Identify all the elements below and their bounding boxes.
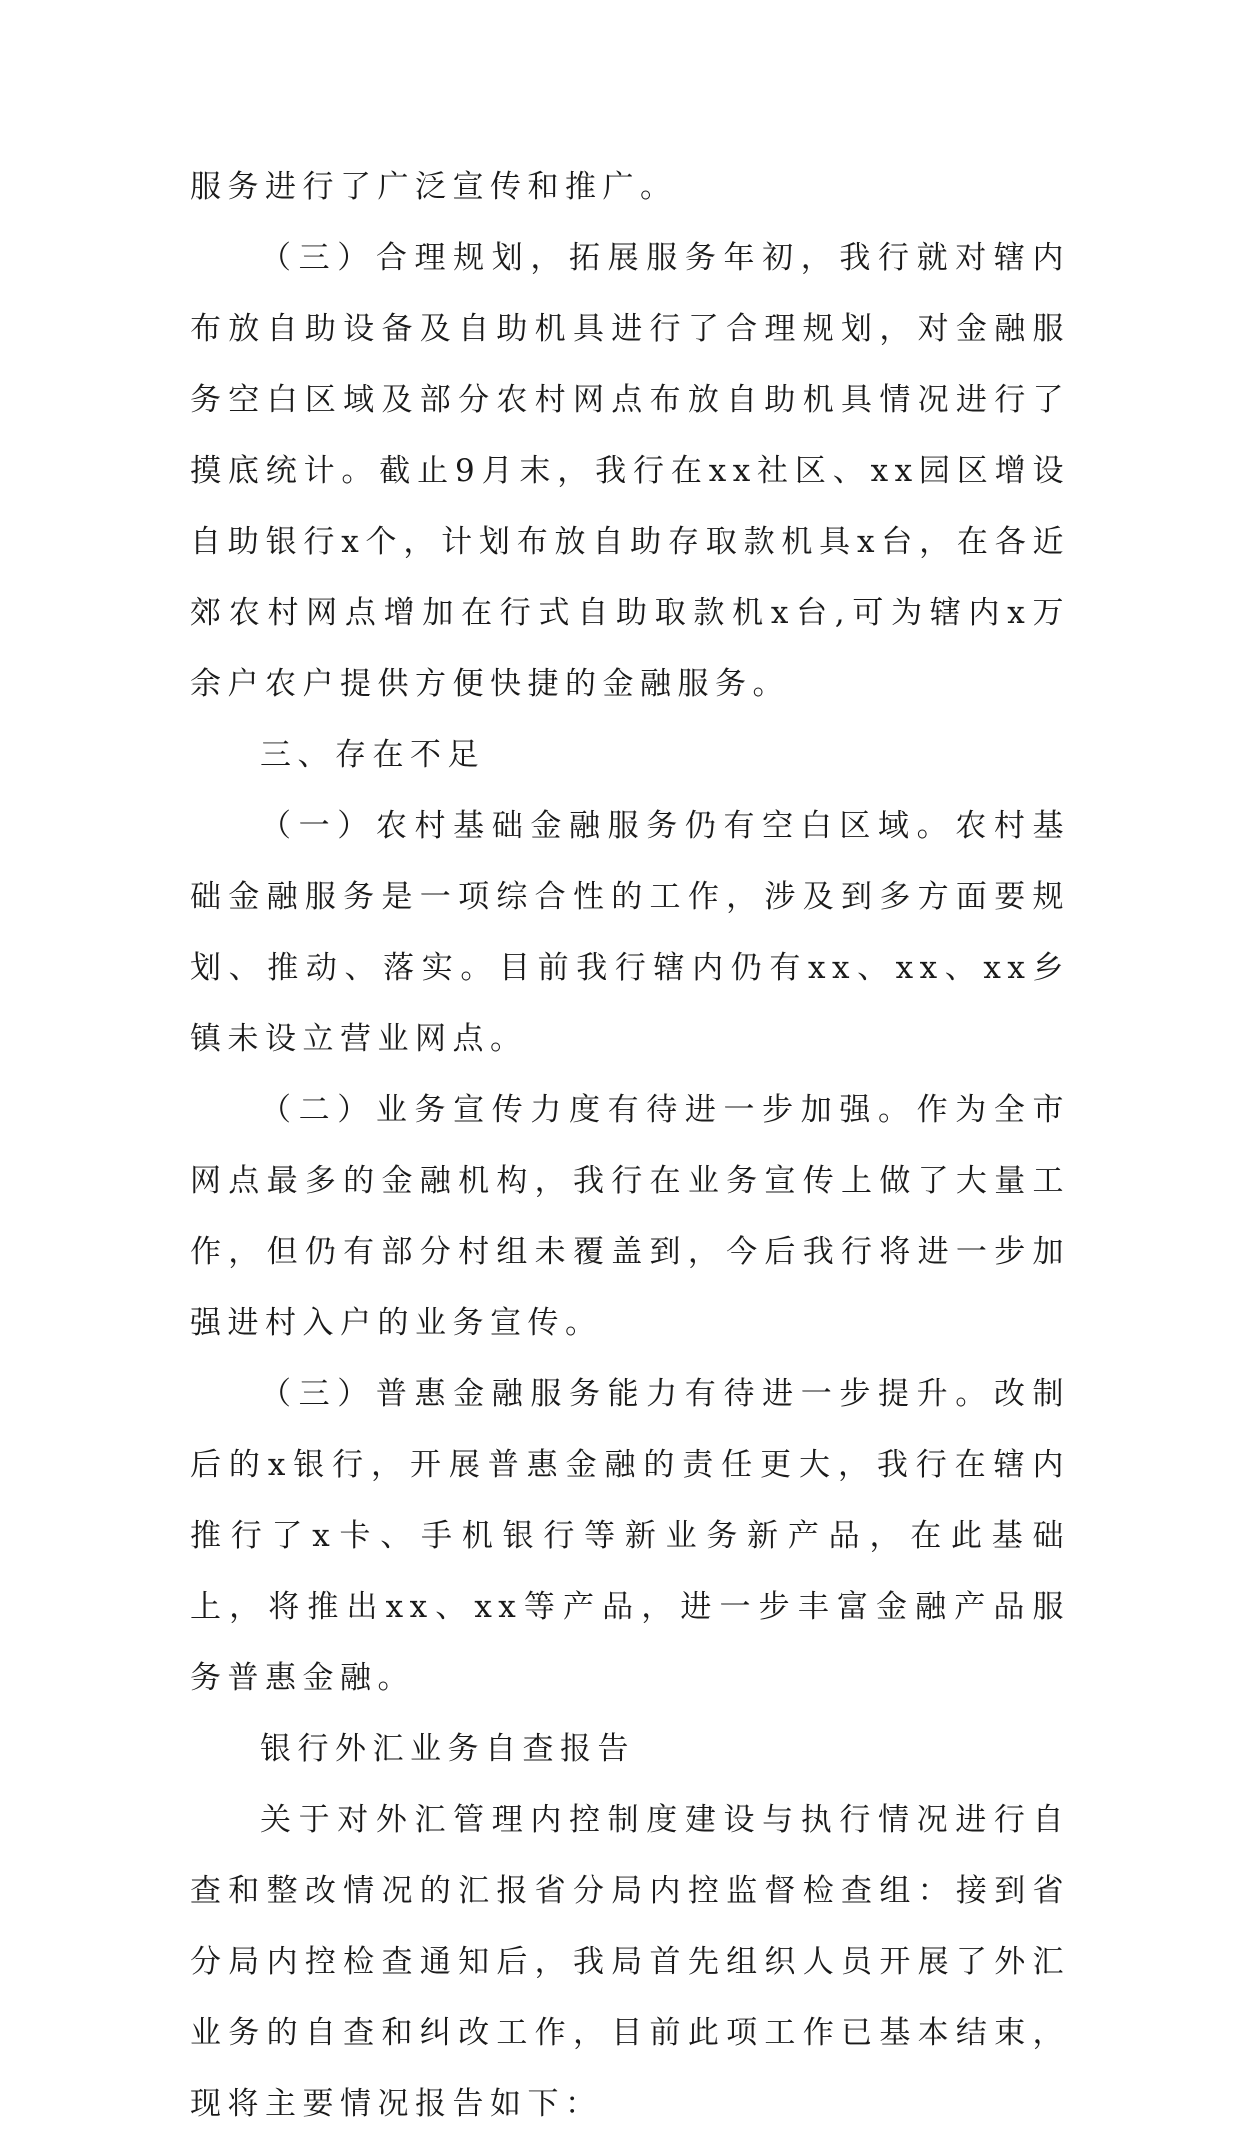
document-body [190, 152, 1070, 2140]
paragraph-continuation: 服务进行了广泛宣传和推广。 [190, 169, 678, 205]
paragraph-shortcoming-2: （二）业务宣传力度有待进一步加强。作为全市网点最多的金融机构，我行在业务宣传上做了大量工作，但仍有部分村组未覆盖到，今后我行将进一步加强进村入户的业务宣传。 [190, 1092, 1070, 1341]
paragraph-planning: （三）合理规划，拓展服务年初，我行就对辖内布放自助设备及自助机具进行了合理规划，对金融服务空白区域及部分农村网点布放自助机具情况进行了摸底统计。截止9月末，我行在xx社区、xx园区增设自助银行x个，计划布放自助存取款机具x台，在各近郊农村网点增加在行式自助取款机x台,可为辖内x万余户农户提供方便快捷的金融服务。 [190, 240, 1070, 702]
report-title: 银行外汇业务自查报告 [260, 1731, 635, 1767]
paragraph-report-intro: 关于对外汇管理内控制度建设与执行情况进行自查和整改情况的汇报省分局内控监督检查组：接到省分局内控检查通知后，我局首先组织人员开展了外汇业务的自查和纠改工作，目前此项工作已基本结束，现将主要情况报告如下： [190, 1802, 1070, 2122]
paragraph-shortcoming-1: （一）农村基础金融服务仍有空白区域。农村基础金融服务是一项综合性的工作，涉及到多方面要规划、推动、落实。目前我行辖内仍有xx、xx、xx乡镇未设立营业网点。 [190, 808, 1070, 1057]
section-heading-shortcomings: 三、存在不足 [260, 737, 485, 773]
paragraph-shortcoming-3: （三）普惠金融服务能力有待进一步提升。改制后的x银行，开展普惠金融的责任更大，我行在辖内推行了x卡、手机银行等新业务新产品，在此基础上，将推出xx、xx等产品，进一步丰富金融产品服务普惠金融。 [190, 1376, 1070, 1696]
